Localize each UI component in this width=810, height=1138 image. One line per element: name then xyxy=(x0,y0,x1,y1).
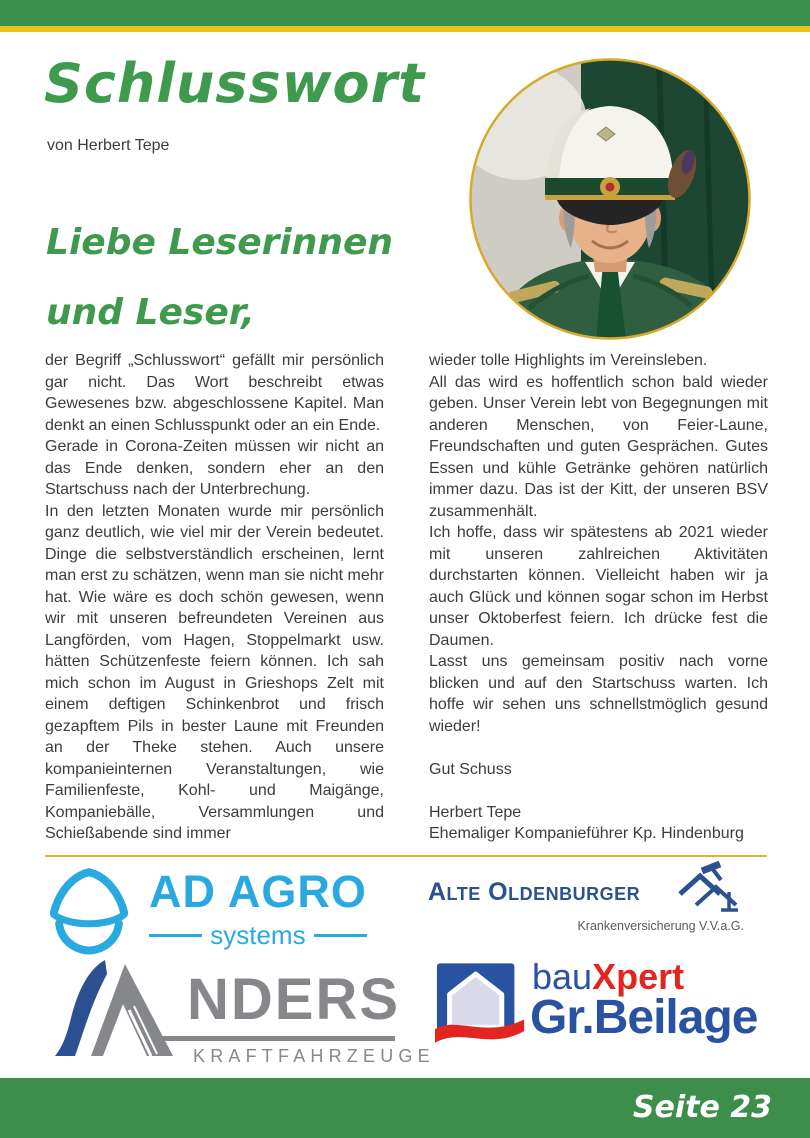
article-column-left xyxy=(45,350,384,845)
footer-bar xyxy=(0,1078,810,1138)
paragraph: Ich hoffe, dass wir spätestens ab 2021 wieder mit unseren zahlreichen Aktivitäten durchstarten können. Vielleicht haben wir ja auch Glück und können sogar schon im Herbst unser Oktoberfest feiern. Ich drücke fest die Daumen. xyxy=(429,524,768,649)
gold-divider-line xyxy=(45,855,767,857)
top-green-bar xyxy=(0,0,810,26)
ad-agro-wordmark: AD AGRO xyxy=(149,866,367,917)
bauxpert-bau-text: bau xyxy=(532,956,593,997)
paragraph: Gerade in Corona-Zeiten müssen wir nicht an das Ende denken, sondern eher an den Startschuss nach der Unterbrechung. xyxy=(45,438,384,498)
sponsor-bauxpert-gr-beilage xyxy=(430,956,765,1064)
anders-wordmark: NDERS xyxy=(187,967,401,1032)
anders-underline xyxy=(157,1036,395,1041)
closing-line: Gut Schuss xyxy=(429,760,512,778)
salutation-line-1: Liebe Leserinnen xyxy=(46,222,394,263)
sponsor-anders xyxy=(45,962,435,1067)
dash-line xyxy=(314,934,367,937)
portrait-photo xyxy=(469,58,751,340)
dash-line xyxy=(149,934,202,937)
byline: von Herbert Tepe xyxy=(47,137,170,154)
paragraph: All das wird es hoffentlich schon bald wieder geben. Unser Verein lebt von Begegnungen mit anderen Menschen, von Feier-Laune, Freundschaften und guten Gesprächen. Gutes Essen und kühle Getränke gehören natürlich immer dazu. Das ist der Kitt, der unseren BSV zusammenhält. xyxy=(429,373,768,520)
ad-agro-subline: systems xyxy=(210,920,306,950)
top-gold-line xyxy=(0,26,810,32)
paragraph: der Begriff „Schlusswort“ gefällt mir persönlich gar nicht. Das Wort beschreibt etwas Gewesenes bzw. abgeschlossene Kapitel. Man denkt an einen Schlusspunkt oder an ein Ende. xyxy=(45,352,384,434)
anders-a-icon xyxy=(53,960,203,1060)
bauxpert-xpert-text: Xpert xyxy=(592,956,685,997)
alte-oldenburger-roof-hammer-icon xyxy=(674,860,740,920)
sponsor-ad-agro xyxy=(45,862,390,958)
paragraph: In den letzten Monaten wurde mir persönlich ganz deutlich, wie viel mir der Verein bedeutet. Dinge die selbstverständlich erscheinen, lernt man erst zu schätzen, wenn man sie nicht mehr hat. Wie wäre es doch schön gewesen, wenn wir mit unseren befreundeten Vereinen aus Langförden, vom Hagen, Stoppelmarkt usw. hätten Schützenfeste feiern können. Ich sah mich schon im August in Grieshops Zelt mit einem deftigen Schinkenbrot und frisch gezapftem Pils in bester Laune mit Freunden an der Theke stehen. Auch unsere kompanieinternen Veranstaltungen, wie Familienfeste, Kohl- und Maigänge, Kompaniebälle, Versammlungen und Schießabende sind immer xyxy=(45,502,384,842)
alte-oldenburger-wordmark: Alte Oldenburger xyxy=(428,878,641,906)
sponsor-alte-oldenburger xyxy=(428,862,748,942)
bauxpert-gr-beilage-text: Gr.Beilage xyxy=(530,991,758,1044)
alte-oldenburger-subline: Krankenversicherung V.V.a.G. xyxy=(577,919,744,933)
paragraph: Lasst uns gemeinsam positiv nach vorne blicken und auf den Startschuss warten. Ich hoffe wir sehen uns schnellstmöglich gesund wieder! xyxy=(429,653,768,735)
article-column-right xyxy=(429,350,768,845)
anders-subline: KRAFTFAHRZEUGE xyxy=(193,1046,435,1066)
paragraph: wieder tolle Highlights im Vereinsleben. xyxy=(429,352,708,369)
page-title: Schlusswort xyxy=(44,52,426,115)
article-body xyxy=(45,350,768,845)
salutation xyxy=(46,208,393,348)
bauxpert-house-icon xyxy=(435,960,527,1052)
salutation-line-2: und Leser, xyxy=(46,292,255,333)
ad-agro-barn-icon xyxy=(45,864,133,958)
page-number: Seite 23 xyxy=(632,1090,772,1125)
signature-name: Herbert Tepe xyxy=(429,803,522,821)
signature-role: Ehemaliger Kompanieführer Kp. Hindenburg xyxy=(429,825,744,842)
portrait-illustration xyxy=(469,58,751,340)
